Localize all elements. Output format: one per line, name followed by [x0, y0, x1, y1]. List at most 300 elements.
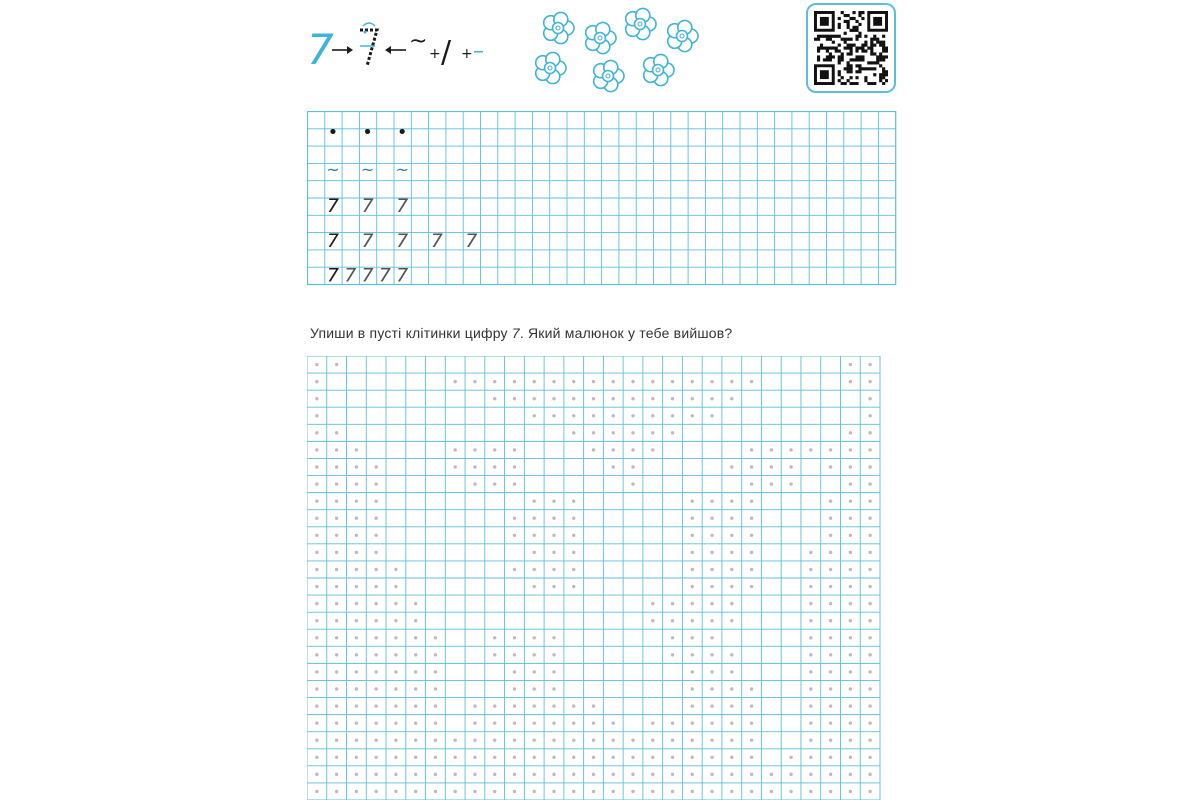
puzzle-cell-dot [691, 397, 694, 400]
puzzle-cell-dot [631, 414, 634, 417]
puzzle-cell-dot [829, 517, 832, 520]
puzzle-cell-dot [809, 739, 812, 742]
puzzle-cell-dot [868, 670, 871, 673]
puzzle-cell-dot [868, 397, 871, 400]
puzzle-cell-dot [868, 653, 871, 656]
puzzle-cell-dot [671, 431, 674, 434]
puzzle-cell-dot [691, 687, 694, 690]
puzzle-cell-dot [434, 790, 437, 793]
puzzle-cell-dot [750, 534, 753, 537]
puzzle-cell-dot [473, 704, 476, 707]
puzzle-cell-dot [710, 721, 713, 724]
puzzle-cell-dot [335, 517, 338, 520]
puzzle-cell-dot [730, 585, 733, 588]
puzzle-cell-dot [374, 568, 377, 571]
puzzle-cell-dot [572, 551, 575, 554]
puzzle-cell-dot [868, 721, 871, 724]
puzzle-cell-dot [691, 670, 694, 673]
puzzle-cell-dot [730, 551, 733, 554]
puzzle-cell-dot [552, 499, 555, 502]
puzzle-cell-dot [374, 499, 377, 502]
puzzle-cell-dot [868, 687, 871, 690]
puzzle-cell-dot [533, 585, 536, 588]
puzzle-cell-dot [671, 619, 674, 622]
puzzle-cell-dot [710, 756, 713, 759]
puzzle-cell-dot [513, 790, 516, 793]
puzzle-cell-dot [592, 431, 595, 434]
puzzle-cell-dot [829, 585, 832, 588]
puzzle-cell-dot [533, 499, 536, 502]
puzzle-cell-dot [394, 704, 397, 707]
puzzle-cell-dot [374, 790, 377, 793]
puzzle-cell-dot [315, 636, 318, 639]
puzzle-cell-dot [335, 670, 338, 673]
puzzle-cell-dot [533, 517, 536, 520]
practice-glyph: 7 [361, 229, 374, 252]
puzzle-cell-dot [355, 653, 358, 656]
puzzle-cell-dot [710, 790, 713, 793]
puzzle-cell-dot [730, 653, 733, 656]
puzzle-cell-dot [513, 704, 516, 707]
instruction-after: . Який малюнок у тебе вийшов? [519, 325, 733, 341]
puzzle-cell-dot [572, 534, 575, 537]
puzzle-cell-dot [829, 534, 832, 537]
puzzle-cell-dot [849, 534, 852, 537]
puzzle-cell-dot [691, 585, 694, 588]
puzzle-cell-dot [750, 465, 753, 468]
flower-icon [536, 52, 566, 83]
puzzle-cell-dot [592, 790, 595, 793]
puzzle-cell-dot [612, 756, 615, 759]
puzzle-cell-dot [631, 773, 634, 776]
puzzle-cell-dot [335, 448, 338, 451]
puzzle-cell-dot [394, 619, 397, 622]
puzzle-cell-dot [730, 687, 733, 690]
puzzle-cell-dot [612, 465, 615, 468]
puzzle-cell-dot [868, 739, 871, 742]
puzzle-cell-dot [493, 721, 496, 724]
puzzle-cell-dot [710, 551, 713, 554]
puzzle-cell-dot [453, 773, 456, 776]
puzzle-cell-dot [730, 380, 733, 383]
puzzle-cell-dot [473, 465, 476, 468]
puzzle-cell-dot [355, 482, 358, 485]
puzzle-cell-dot [829, 551, 832, 554]
puzzle-cell-dot [849, 602, 852, 605]
puzzle-cell-dot [374, 721, 377, 724]
puzzle-cell-dot [315, 619, 318, 622]
puzzle-cell-dot [552, 568, 555, 571]
arrow-left-icon [385, 46, 406, 54]
puzzle-cell-dot [592, 721, 595, 724]
puzzle-cell-dot [493, 482, 496, 485]
puzzle-cell-dot [651, 773, 654, 776]
puzzle-cell-dot [612, 739, 615, 742]
puzzle-cell-dot [315, 363, 318, 366]
puzzle-cell-dot [868, 602, 871, 605]
puzzle-cell-dot [868, 517, 871, 520]
puzzle-cell-dot [868, 585, 871, 588]
puzzle-cell-dot [374, 602, 377, 605]
puzzle-cell-dot [315, 448, 318, 451]
puzzle-cell-dot [849, 448, 852, 451]
practice-glyph: • [362, 121, 373, 143]
puzzle-cell-dot [809, 619, 812, 622]
puzzle-cell-dot [691, 756, 694, 759]
qr-code[interactable] [806, 3, 896, 93]
puzzle-cell-dot [691, 790, 694, 793]
puzzle-cell-dot [691, 619, 694, 622]
puzzle-cell-dot [829, 670, 832, 673]
puzzle-cell-dot [868, 790, 871, 793]
puzzle-cell-dot [513, 721, 516, 724]
puzzle-cell-dot [315, 465, 318, 468]
puzzle-cell-dot [315, 431, 318, 434]
puzzle-cell-dot [394, 568, 397, 571]
puzzle-cell-dot [868, 773, 871, 776]
puzzle-cell-dot [612, 721, 615, 724]
puzzle-cell-dot [750, 448, 753, 451]
puzzle-cell-dot [335, 790, 338, 793]
practice-glyph: 7 [361, 264, 374, 287]
puzzle-cell-dot [868, 551, 871, 554]
puzzle-cell-dot [868, 380, 871, 383]
puzzle-cell-dot [789, 482, 792, 485]
puzzle-cell-dot [849, 653, 852, 656]
puzzle-cell-dot [829, 465, 832, 468]
puzzle-cell-dot [434, 653, 437, 656]
puzzle-cell-dot [789, 756, 792, 759]
puzzle-cell-dot [710, 414, 713, 417]
puzzle-cell-dot [849, 619, 852, 622]
practice-glyph: 7 [396, 195, 409, 218]
puzzle-cell-dot [651, 619, 654, 622]
puzzle-cell-dot [691, 773, 694, 776]
puzzle-cell-dot [374, 687, 377, 690]
puzzle-cell-dot [691, 499, 694, 502]
puzzle-cell-dot [809, 670, 812, 673]
puzzle-cell-dot [691, 653, 694, 656]
puzzle-cell-dot [414, 619, 417, 622]
puzzle-cell-dot [552, 670, 555, 673]
puzzle-cell-dot [355, 517, 358, 520]
puzzle-cell-dot [612, 397, 615, 400]
puzzle-cell-dot [868, 448, 871, 451]
puzzle-cell-dot [849, 739, 852, 742]
puzzle-cell-dot [335, 499, 338, 502]
puzzle-cell-dot [651, 602, 654, 605]
practice-glyph: ~ [326, 160, 340, 180]
puzzle-cell-dot [592, 704, 595, 707]
puzzle-cell-dot [513, 670, 516, 673]
puzzle-cell-dot [750, 756, 753, 759]
puzzle-cell-dot [651, 756, 654, 759]
practice-glyph: 7 [361, 195, 374, 218]
puzzle-cell-dot [770, 482, 773, 485]
puzzle-cell-dot [572, 721, 575, 724]
puzzle-cell-dot [335, 482, 338, 485]
puzzle-cell-dot [394, 653, 397, 656]
puzzle-cell-dot [533, 739, 536, 742]
puzzle-cell-dot [355, 756, 358, 759]
puzzle-cell-dot [612, 790, 615, 793]
puzzle-cell-dot [651, 431, 654, 434]
puzzle-cell-dot [473, 448, 476, 451]
puzzle-cell-dot [315, 551, 318, 554]
puzzle-cell-dot [829, 448, 832, 451]
practice-glyph: 7 [430, 229, 443, 252]
puzzle-cell-dot [868, 636, 871, 639]
puzzle-cell-dot [572, 499, 575, 502]
puzzle-cell-dot [335, 465, 338, 468]
puzzle-cell-dot [572, 431, 575, 434]
puzzle-cell-dot [789, 773, 792, 776]
puzzle-cell-dot [374, 517, 377, 520]
puzzle-cell-dot [434, 756, 437, 759]
puzzle-cell-dot [335, 653, 338, 656]
puzzle-cell-dot [533, 397, 536, 400]
puzzle-cell-dot [829, 756, 832, 759]
puzzle-cell-dot [315, 517, 318, 520]
puzzle-cell-dot [710, 499, 713, 502]
puzzle-cell-dot [315, 397, 318, 400]
puzzle-cell-dot [631, 790, 634, 793]
puzzle-cell-dot [335, 687, 338, 690]
stroke-part-plus-1: + [429, 46, 441, 62]
puzzle-cell-dot [453, 739, 456, 742]
puzzle-cell-dot [829, 773, 832, 776]
puzzle-cell-dot [849, 636, 852, 639]
task-instruction [310, 325, 900, 341]
puzzle-cell-dot [849, 704, 852, 707]
puzzle-cell-dot [493, 448, 496, 451]
puzzle-cell-dot [453, 448, 456, 451]
puzzle-cell-dot [829, 739, 832, 742]
puzzle-cell-dot [513, 397, 516, 400]
puzzle-cell-dot [691, 517, 694, 520]
puzzle-cell-dot [691, 739, 694, 742]
puzzle-cell-dot [374, 619, 377, 622]
puzzle-cell-dot [552, 380, 555, 383]
puzzle-cell-dot [434, 636, 437, 639]
puzzle-cell-dot [453, 756, 456, 759]
puzzle-cell-dot [849, 687, 852, 690]
puzzle-cell-dot [809, 653, 812, 656]
puzzle-cell-dot [335, 636, 338, 639]
puzzle-cell-dot [552, 551, 555, 554]
puzzle-cell-dot [829, 704, 832, 707]
puzzle-cell-dot [394, 585, 397, 588]
practice-glyph: 7 [326, 229, 339, 252]
puzzle-cell-dot [730, 619, 733, 622]
puzzle-cell-dot [374, 670, 377, 673]
puzzle-cell-dot [809, 602, 812, 605]
puzzle-cell-dot [355, 687, 358, 690]
puzzle-cell-dot [513, 687, 516, 690]
puzzle-grid[interactable] [307, 356, 881, 800]
puzzle-cell-dot [730, 790, 733, 793]
puzzle-cell-dot [473, 790, 476, 793]
puzzle-cell-dot [394, 790, 397, 793]
digit-stroke-demo [305, 18, 520, 80]
puzzle-cell-dot [631, 739, 634, 742]
practice-glyph: • [396, 121, 408, 143]
practice-grid [307, 111, 897, 296]
puzzle-cell-dot [473, 773, 476, 776]
puzzle-cell-dot [374, 465, 377, 468]
puzzle-cell-dot [513, 636, 516, 639]
puzzle-cell-dot [355, 619, 358, 622]
puzzle-cell-dot [631, 397, 634, 400]
puzzle-cell-dot [493, 739, 496, 742]
puzzle-cell-dot [849, 773, 852, 776]
puzzle-cell-dot [315, 602, 318, 605]
puzzle-cell-dot [473, 482, 476, 485]
puzzle-cell-dot [651, 380, 654, 383]
puzzle-cell-dot [750, 499, 753, 502]
puzzle-cell-dot [671, 739, 674, 742]
puzzle-cell-dot [414, 687, 417, 690]
puzzle-cell-dot [691, 551, 694, 554]
puzzle-cell-dot [533, 721, 536, 724]
puzzle-cell-dot [513, 465, 516, 468]
puzzle-cell-dot [335, 739, 338, 742]
stroke-part-plus-2: + [461, 46, 473, 62]
puzzle-cell-dot [315, 414, 318, 417]
puzzle-cell-dot [750, 704, 753, 707]
puzzle-cell-dot [533, 653, 536, 656]
puzzle-cell-dot [315, 568, 318, 571]
puzzle-cell-dot [434, 721, 437, 724]
puzzle-cell-dot [809, 721, 812, 724]
puzzle-cell-dot [671, 773, 674, 776]
puzzle-cell-dot [809, 551, 812, 554]
puzzle-cell-dot [552, 585, 555, 588]
puzzle-cell-dot [374, 704, 377, 707]
puzzle-cell-dot [868, 499, 871, 502]
puzzle-cell-dot [750, 721, 753, 724]
puzzle-cell-dot [355, 704, 358, 707]
puzzle-cell-dot [473, 756, 476, 759]
puzzle-cell-dot [868, 568, 871, 571]
stroke-part-slash: / [441, 35, 452, 70]
puzzle-cell-dot [750, 773, 753, 776]
puzzle-cell-dot [631, 431, 634, 434]
puzzle-cell-dot [710, 602, 713, 605]
puzzle-cell-dot [473, 721, 476, 724]
puzzle-cell-dot [572, 380, 575, 383]
puzzle-cell-dot [335, 602, 338, 605]
puzzle-cell-dot [533, 568, 536, 571]
puzzle-cell-dot [552, 414, 555, 417]
puzzle-cell-dot [730, 773, 733, 776]
puzzle-cell-dot [809, 448, 812, 451]
puzzle-cell-dot [513, 482, 516, 485]
puzzle-cell-dot [849, 568, 852, 571]
puzzle-cell-dot [513, 534, 516, 537]
puzzle-cell-dot [533, 773, 536, 776]
puzzle-cell-dot [691, 380, 694, 383]
puzzle-cell-dot [809, 585, 812, 588]
puzzle-cell-dot [592, 773, 595, 776]
puzzle-cell-dot [829, 790, 832, 793]
puzzle-cell-dot [374, 739, 377, 742]
puzzle-cell-dot [671, 414, 674, 417]
puzzle-cell-dot [710, 704, 713, 707]
puzzle-cell-dot [691, 721, 694, 724]
puzzle-cell-dot [671, 790, 674, 793]
puzzle-cell-dot [612, 431, 615, 434]
puzzle-cell-dot [710, 653, 713, 656]
puzzle-cell-dot [691, 704, 694, 707]
puzzle-cell-dot [849, 721, 852, 724]
puzzle-cell-dot [829, 499, 832, 502]
puzzle-cell-dot [572, 568, 575, 571]
puzzle-cell-dot [849, 585, 852, 588]
puzzle-cell-dot [592, 397, 595, 400]
puzzle-cell-dot [533, 636, 536, 639]
puzzle-cell-dot [671, 602, 674, 605]
puzzle-cell-dot [315, 534, 318, 537]
puzzle-cell-dot [770, 465, 773, 468]
puzzle-cell-dot [552, 534, 555, 537]
puzzle-cell-dot [868, 414, 871, 417]
puzzle-cell-dot [335, 756, 338, 759]
puzzle-cell-dot [315, 721, 318, 724]
puzzle-cell-dot [315, 790, 318, 793]
stroke-part-dash: – [473, 39, 484, 64]
arrow-right-icon [332, 46, 353, 54]
puzzle-cell-dot [849, 363, 852, 366]
puzzle-cell-dot [355, 636, 358, 639]
puzzle-cell-dot [394, 636, 397, 639]
puzzle-cell-dot [355, 568, 358, 571]
puzzle-cell-dot [849, 431, 852, 434]
puzzle-cell-dot [829, 653, 832, 656]
puzzle-cell-dot [552, 636, 555, 639]
practice-glyph: • [327, 121, 339, 143]
puzzle-cell-dot [691, 534, 694, 537]
puzzle-cell-dot [829, 721, 832, 724]
puzzle-cell-dot [691, 568, 694, 571]
puzzle-cell-dot [434, 670, 437, 673]
puzzle-cell-dot [434, 687, 437, 690]
puzzle-cell-dot [414, 636, 417, 639]
puzzle-cell-dot [631, 756, 634, 759]
puzzle-cell-dot [750, 551, 753, 554]
puzzle-cell-dot [315, 756, 318, 759]
puzzle-cell-dot [533, 670, 536, 673]
puzzle-cell-dot [710, 397, 713, 400]
puzzle-cell-dot [355, 465, 358, 468]
puzzle-cell-dot [750, 585, 753, 588]
practice-glyph: 7 [326, 195, 339, 218]
puzzle-cell-dot [513, 380, 516, 383]
puzzle-cell-dot [533, 790, 536, 793]
puzzle-cell-dot [552, 397, 555, 400]
puzzle-cell-dot [414, 790, 417, 793]
puzzle-cell-dot [493, 465, 496, 468]
puzzle-cell-dot [394, 773, 397, 776]
puzzle-cell-dot [552, 773, 555, 776]
puzzle-cell-dot [612, 380, 615, 383]
puzzle-cell-dot [414, 670, 417, 673]
puzzle-cell-dot [513, 773, 516, 776]
puzzle-cell-dot [868, 431, 871, 434]
puzzle-cell-dot [849, 499, 852, 502]
puzzle-cell-dot [335, 773, 338, 776]
puzzle-cell-dot [671, 380, 674, 383]
